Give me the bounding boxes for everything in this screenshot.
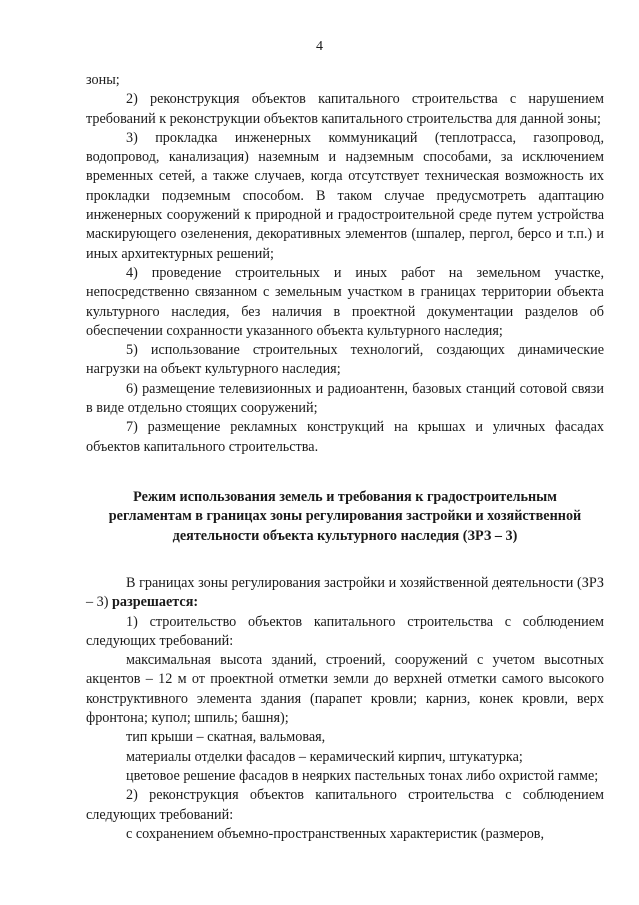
paragraph: 3) прокладка инженерных коммуникаций (теплотрасса, газопровод, водопровод, канализация) наземным и надземным способами, за исключением временных сетей, а также случаев, когда отсутствует техническая возможность их прокладки подземным способом. В таком случае предусмотреть адаптацию инженерных сооружений к природной и градостроительной среде путем устройства маскирующего озеленения, декоративных элементов (шпалер, пергол, берсо и т.п.) и иных архитектурных решений; — [86, 129, 604, 262]
paragraph: 6) размещение телевизионных и радиоантенн, базовых станций сотовой связи в виде отдельно стоящих сооружений; — [86, 380, 604, 417]
paragraph: 2) реконструкция объектов капитального строительства с нарушением требований к реконструкции объектов капитального строительства для данной зоны; — [86, 91, 604, 127]
paragraph: цветовое решение фасадов в неярких пастельных тонах либо охристой гамме; — [126, 767, 599, 784]
permissions-list — [86, 574, 604, 844]
intro-paragraph — [86, 574, 604, 613]
paragraph: 2) реконструкция объектов капитального строительства с соблюдением следующих требований: — [86, 787, 604, 823]
section-heading — [86, 488, 604, 546]
heading-line: регламентам в границах зоны регулирования застройки и хозяйственной — [108, 508, 582, 525]
paragraph: 1) строительство объектов капитального строительства с соблюдением следующих требований: — [86, 613, 604, 649]
paragraph: тип крыши – скатная, вальмовая, — [126, 729, 326, 746]
prohibitions-list — [86, 71, 604, 457]
paragraph: зоны; — [86, 72, 120, 88]
intro-bold: разрешается: — [112, 594, 199, 611]
paragraph: 5) использование строительных технологий, создающих динамические нагрузки на объект культурного наследия; — [86, 342, 604, 378]
page-number: 4 — [316, 39, 323, 54]
paragraph: с сохранением объемно-пространственных характеристик (размеров, — [126, 825, 545, 842]
paragraph: 4) проведение строительных и иных работ на земельном участке, непосредственно связанном с земельным участком в границах территории объекта культурного наследия, без наличия в проектной документации разделов об обеспечении сохранности указанного объекта культурного наследия; — [86, 264, 604, 339]
paragraph: максимальная высота зданий, строений, сооружений с учетом высотных акцентов – 12 м от проектной отметки земли до верхней отметки самого высокого конструктивного элемента здания (парапет кровли; карниз, конек кровли, верх фронтона; купол; шпиль; башня); — [86, 652, 604, 727]
heading-line: деятельности объекта культурного наследия (ЗРЗ – 3) — [172, 527, 518, 544]
paragraph: материалы отделки фасадов – керамический кирпич, штукатурка; — [126, 748, 523, 765]
paragraph: 7) размещение рекламных конструкций на крышах и уличных фасадах объектов капитального строительства. — [86, 419, 604, 455]
intro-text: В границах зоны регулирования застройки и хозяйственной деятельности (ЗРЗ – 3) — [86, 575, 604, 611]
heading-line: Режим использования земель и требования к градостроительным — [133, 489, 557, 505]
